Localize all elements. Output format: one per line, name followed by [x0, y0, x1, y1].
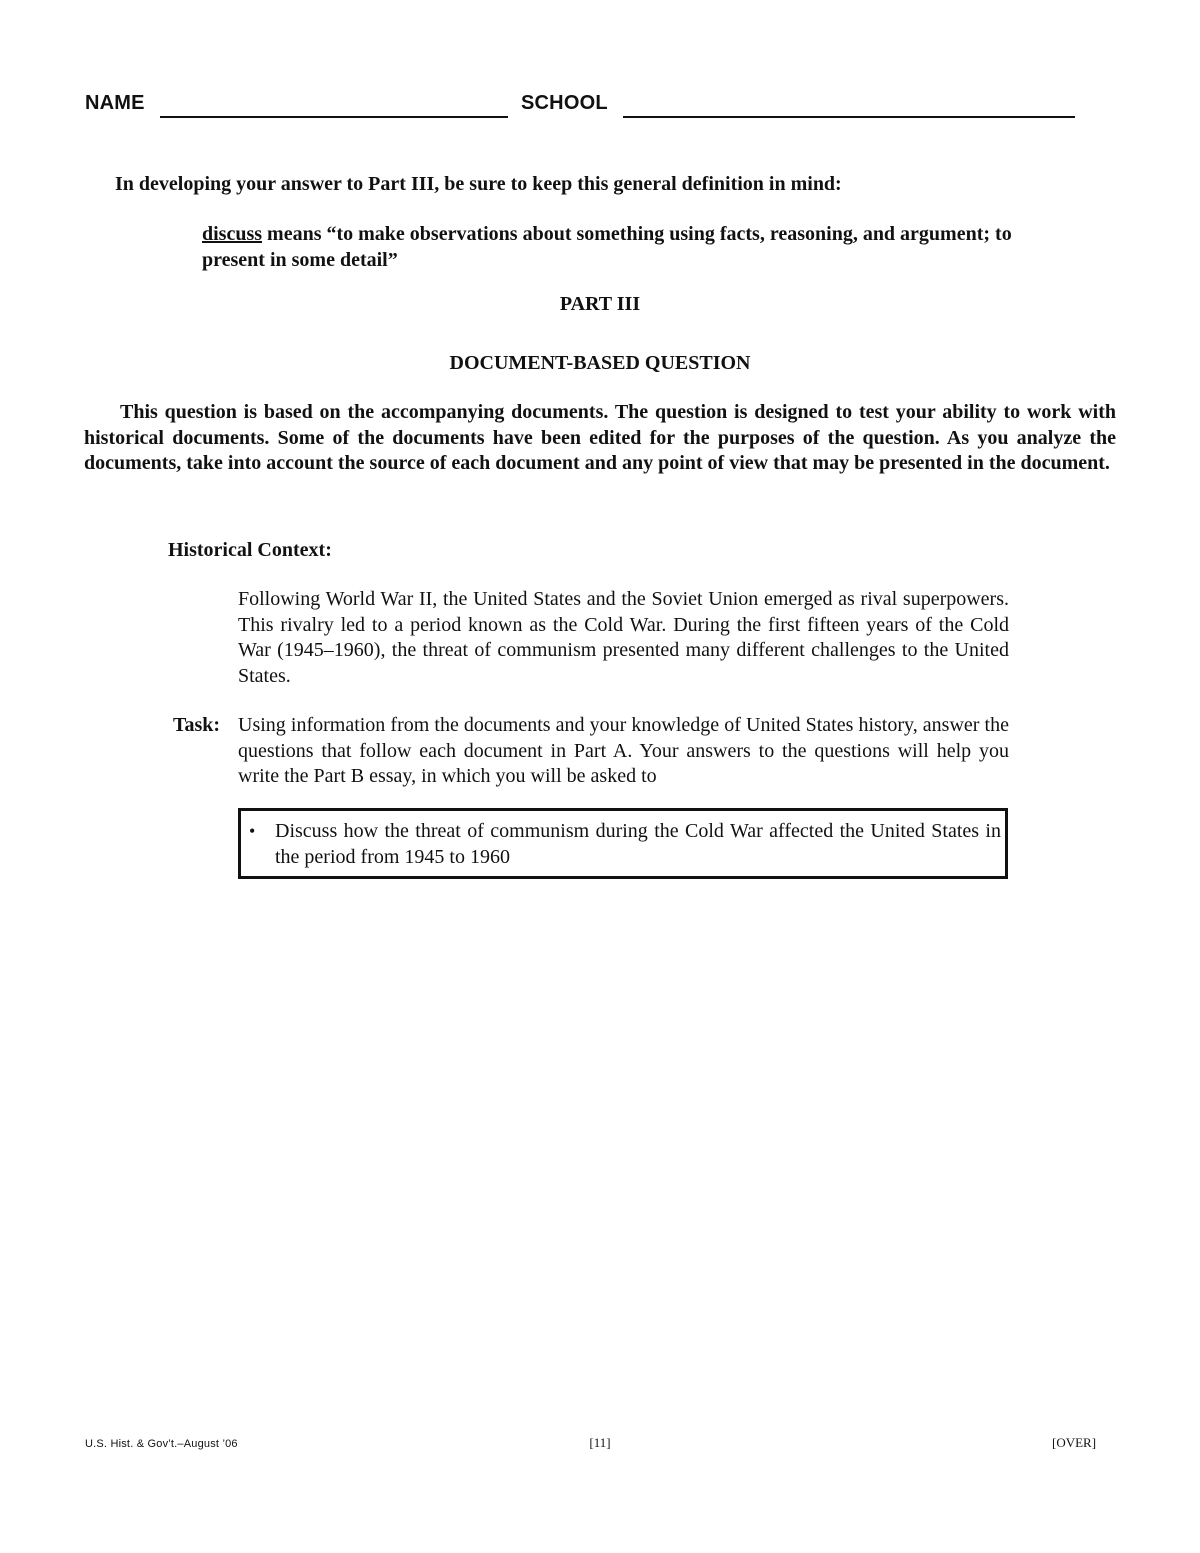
historical-context-text: Following World War II, the United States and the Soviet Union emerged as rival superpowers. This rivalry led to a period known as the Cold War. During the first fifteen years of the Cold War (1945–1960), the threat of communism presented many different challenges to the United States. [238, 588, 1009, 687]
bullet-icon: • [249, 821, 256, 841]
definition-term: discuss [202, 223, 263, 245]
essay-prompt-box [238, 808, 1008, 879]
intro-instruction: In developing your answer to Part III, be sure to keep this general definition in mind: [115, 173, 842, 195]
task-text: Using information from the documents and your knowledge of United States history, answer the questions that follow each document in Part A. Your answers to the questions will help you write the Part B essay, in which you will be asked to [238, 714, 1009, 787]
historical-context-label: Historical Context: [168, 539, 332, 561]
page-number: [11] [589, 1435, 611, 1450]
directions-paragraph: This question is based on the accompanying documents. The question is designed to test your ability to work with historical documents. Some of the documents have been edited for the purposes of the question. As you analyze the documents, take into account the source of each document and any point of view that may be presented in the document. [84, 401, 1116, 474]
essay-prompt-text: Discuss how the threat of communism during the Cold War affected the United States in the period from 1945 to 1960 [275, 820, 1001, 868]
part-subtitle: DOCUMENT-BASED QUESTION [449, 352, 751, 374]
name-label: NAME [85, 92, 145, 114]
name-field-line[interactable] [160, 116, 508, 118]
definition-text: means “to make observations about something using facts, reasoning, and argument; to present in some detail” [202, 223, 1012, 271]
definition-block [202, 222, 1072, 273]
footer-left: U.S. Hist. & Gov’t.–August ’06 [85, 1438, 238, 1450]
school-label: SCHOOL [521, 92, 608, 114]
task-label: Task: [173, 714, 221, 736]
school-field-line[interactable] [623, 116, 1075, 118]
footer-over: [OVER] [1052, 1435, 1097, 1450]
part-title: PART III [559, 293, 641, 315]
